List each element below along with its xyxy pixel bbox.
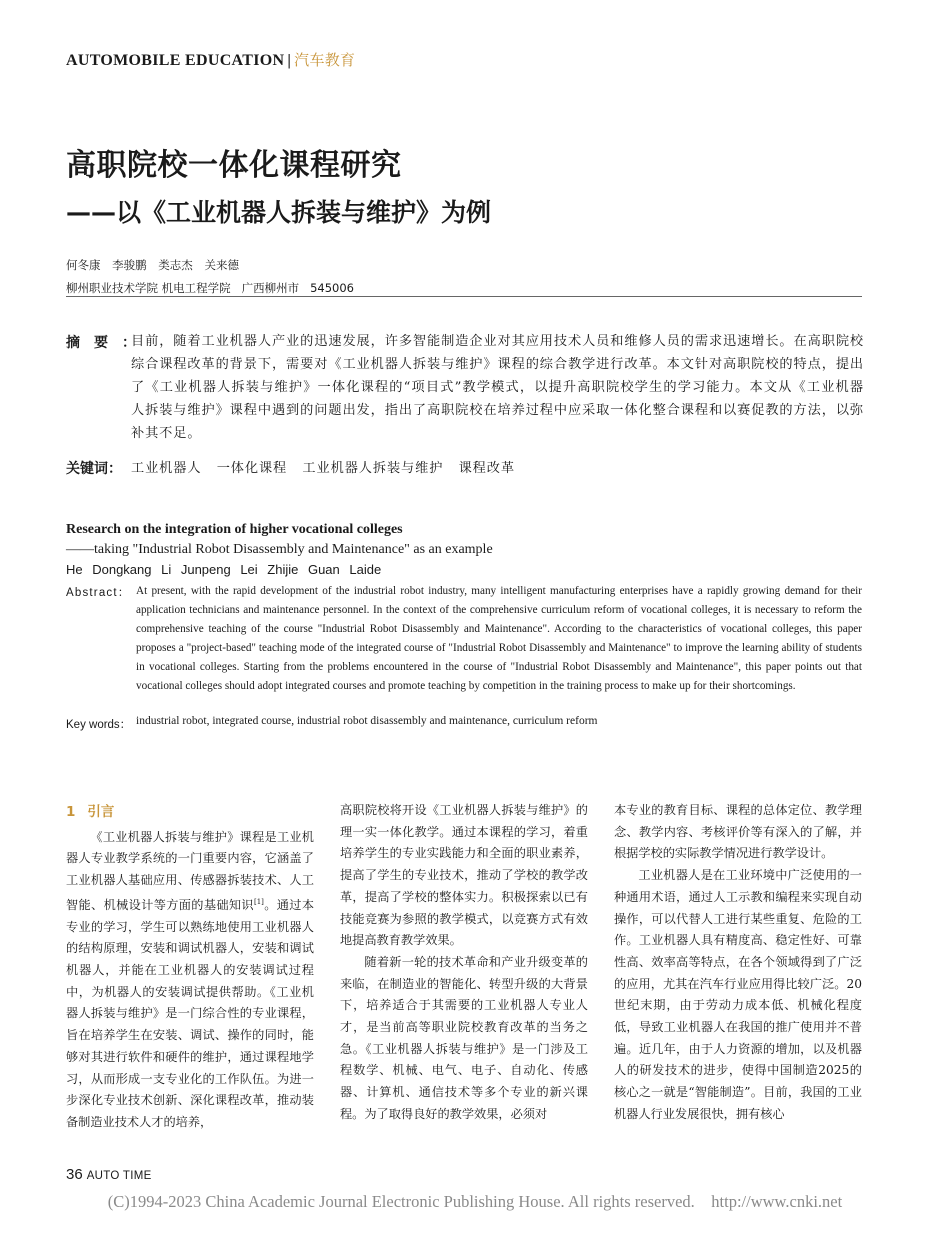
- page-footer: [66, 1166, 152, 1183]
- abstract-text-cn: 目前，随着工业机器人产业的迅速发展，许多智能制造企业对其应用技术人员和维修人员的需求迅速增长。在高职院校综合课程改革的背景下，需要对《工业机器人拆装与维护》课程的综合教学进行改革。本文针对高职院校的特点，提出了《工业机器人拆装与维护》一体化课程的“项目式”教学模式，以提升高职院校学生的学习能力。本文从《工业机器人拆装与维护》课程中遇到的问题出发，指出了高职院校在培养过程中应采取一体化整合课程和以赛促教的方法，以弥补其不足。: [131, 334, 864, 441]
- copyright-notice: (C)1994-2023 China Academic Journal Electronic Publishing House. All rights reserved. http://www.cnki.net: [107, 1192, 843, 1211]
- section-number: 1: [66, 804, 76, 820]
- paragraph: 随着新一轮的技术革命和产业升级变革的来临，在制造业的智能化、转型升级的大背景下，培养适合于其需要的工业机器人专业人才，是当前高等职业院校教育改革的当务之急。《工业机器人拆装与维护》是一门涉及工程数学、机械、电气、电子、自动化、传感器、计算机、通信技术等多个专业的新兴课程。为了取得良好的教学效果，必须对: [340, 954, 588, 1121]
- english-subtitle: ——taking "Industrial Robot Disassembly and Maintenance" as an example: [66, 542, 493, 557]
- keywords-text-en: industrial robot, integrated course, industrial robot disassembly and maintenance, curriculum reform: [136, 715, 598, 727]
- abstract-label-en: Abstract：: [66, 587, 131, 599]
- authors-cn: 何冬康 李骏鹏 类志杰 关来德: [66, 258, 239, 272]
- abstract-text-en: At present, with the rapid development of the industrial robot industry, many intelligent manufacturing enterprises have a rapidly growing demand for their application technicians and maintenance personnel. In the context of the comprehensive curriculum reform of vocational colleges, it is necessary to reform the comprehensive teaching of the course "Industrial Robot Disassembly and Maintenance". According to the characteristics of vocational colleges, this paper proposes a "project-based" teaching mode of the integrated course of "Industrial Robot Disassembly and Maintenance" to improve the learning ability of students in vocational colleges. Starting from the problems encountered in the course of "Industrial Robot Disassembly and Maintenance", this paper points out that vocational colleges should adopt integrated courses and promote teaching by competition in the training process to make up for their shortcomings.: [136, 585, 862, 692]
- section-heading: [66, 802, 314, 824]
- body-column-2: [340, 800, 588, 1126]
- abstract-label-cn: 摘要：: [66, 335, 150, 351]
- affiliation: 柳州职业技术学院 机电工程学院 广西柳州市 545006: [66, 281, 354, 295]
- paragraph: 工业机器人是在工业环境中广泛使用的一种通用术语，通过人工示教和编程来实现自动操作，可以代替人工进行某些重复、危险的工作。工业机器人具有精度高、稳定性好、可靠性高、效率高等特点，在各个领域得到了广泛的应用，尤其在汽车行业应用得比较广泛。20世纪末期，由于劳动力成本低、机械化程度低，导致工业机器人在我国的推广使用并不普遍。近几年，由于人力资源的增加，以及机器人的研发技术的进步，使得中国制造2025的核心之一就是“智能制造”。目前，我国的工业机器人行业发展很快，拥有核心: [614, 868, 862, 1121]
- paragraph: 本专业的教育目标、课程的总体定位、教学理念、教学内容、考核评价等有深入的了解，并根据学校的实际教学情况进行教学设计。: [614, 803, 862, 861]
- keywords-label-cn: 关键词：: [66, 461, 122, 477]
- header-divider: [66, 296, 862, 297]
- body-column-3: [614, 800, 862, 1126]
- page-number: 36: [66, 1166, 83, 1183]
- paper-subtitle: ——以《工业机器人拆装与维护》为例: [66, 198, 492, 227]
- body-column-1: [66, 800, 314, 1134]
- keywords-label-en: Key words：: [66, 719, 132, 731]
- journal-name-cn: 汽车教育: [294, 51, 356, 69]
- paragraph: [66, 827, 314, 1134]
- header-separator: |: [287, 52, 292, 69]
- paragraph-text: 。通过本专业的学习，学生可以熟练地使用工业机器人的结构原理，安装和调试机器人，安装和调试机器人，并能在工业机器人的安装调试过程中，为机器人的安装调试提供帮助。《工业机器人拆装与维护》是一门综合性的专业课程，旨在培养学生在安装、调试、操作的同时，能够对其进行软件和硬件的维护，通过课程地学习，从而形成一支专业化的工作队伍。为进一步深化专业技术创新、深化课程改革，推动装备制造业技术人才的培养，: [66, 897, 315, 1129]
- keywords-text-cn: 工业机器人 一体化课程 工业机器人拆装与维护 课程改革: [131, 461, 515, 476]
- section-title: 引言: [87, 804, 115, 820]
- citation-ref[interactable]: [1]: [253, 897, 264, 906]
- paragraph: 高职院校将开设《工业机器人拆装与维护》的理一实一体化教学。通过本课程的学习，着重培养学生的专业实践能力和全面的职业素养，提高了学生的专业技术，推动了学校的教学改革，提高了学校的整体实力。积极探索以已有技能竞赛为参照的教学模式，以竞赛方式有效地提高教育教学效果。: [340, 803, 588, 948]
- authors-en: He Dongkang Li Junpeng Lei Zhijie Guan Laide: [66, 562, 382, 577]
- paragraph-text: 《工业机器人拆装与维护》课程是工业机器人专业教学系统的一门重要内容，它涵盖了工业机器人基础应用、传感器拆装技术、人工智能、机械设计等方面的基础知识: [66, 829, 314, 912]
- paper-title: 高职院校一体化课程研究: [66, 148, 402, 183]
- magazine-name: AUTO TIME: [86, 1170, 152, 1182]
- journal-name-en: AUTOMOBILE EDUCATION: [66, 52, 285, 69]
- journal-header: [66, 49, 355, 70]
- english-title: Research on the integration of higher vocational colleges: [66, 522, 403, 537]
